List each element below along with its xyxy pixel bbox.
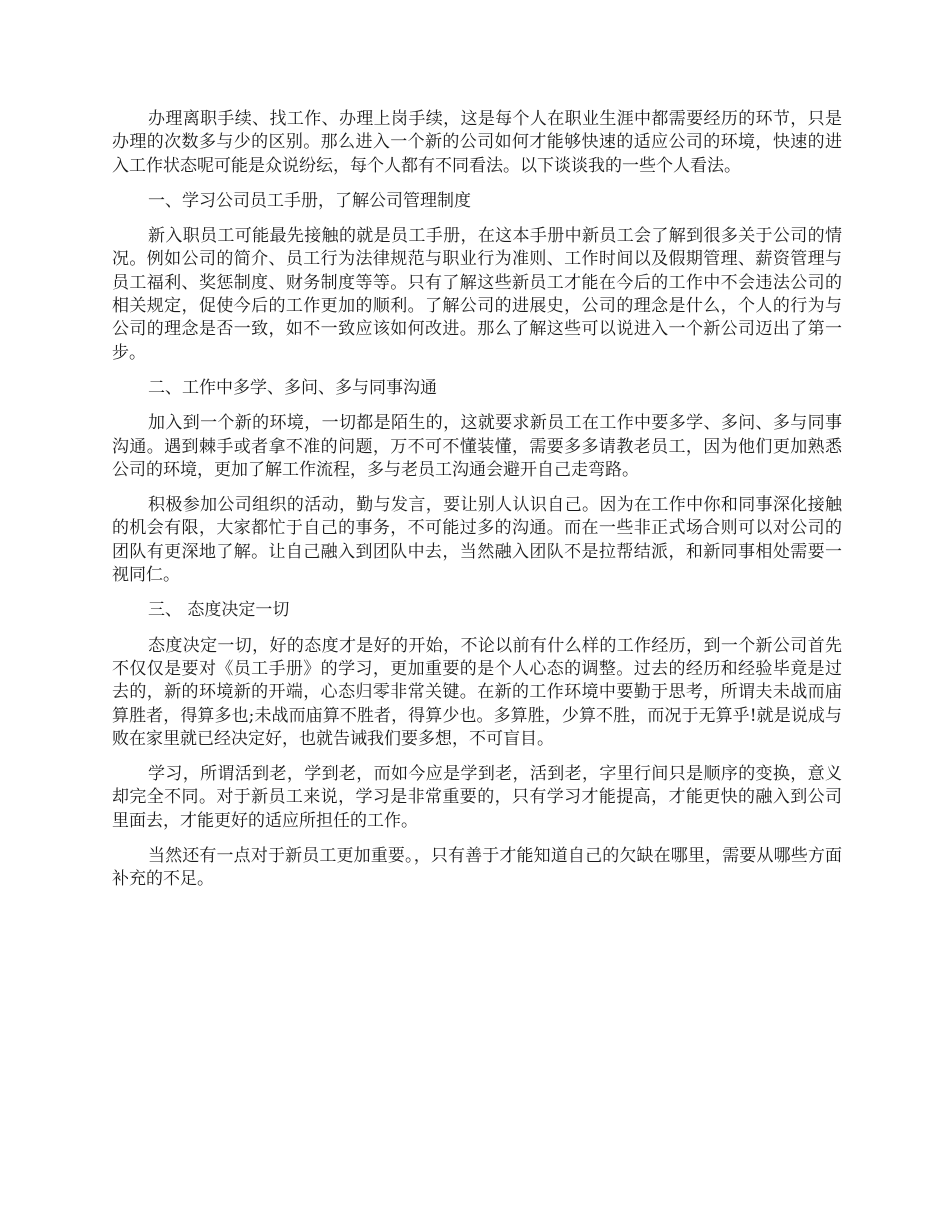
- closing-paragraph: 当然还有一点对于新员工更加重要。，只有善于才能知道自己的欠缺在哪里，需要从哪些方面补充的不足。: [112, 846, 842, 890]
- section-heading-3: 三、 态度决定一切: [148, 600, 290, 621]
- communication-paragraph: 加入到一个新的环境，一切都是陌生的，这就要求新员工在工作中要多学、多问、多与同事沟通。遇到棘手或者拿不准的问题，万不可不懂装懂，需要多多请教老员工，因为他们更加熟悉公司的环境，更加了解工作流程，多与老员工沟通会避开自己走弯路。: [112, 413, 842, 480]
- attitude-paragraph: 态度决定一切，好的态度才是好的开始，不论以前有什么样的工作经历，到一个新公司首先不仅仅是要对《员工手册》的学习，更加重要的是个人心态的调整。过去的经历和经验毕竟是过去的，新的环境新的开端，心态归零非常关键。在新的工作环境中要勤于思考，所谓夫未战而庙算胜者，得算多也;未战而庙算不胜者，得算少也。多算胜，少算不胜，而况于无算乎!就是说成与败在家里就已经决定好，也就告诫我们要多想，不可盲目。: [112, 635, 842, 749]
- learning-paragraph: 学习，所谓活到老，学到老，而如今应是学到老，活到老，字里行间只是顺序的变换，意义却完全不同。对于新员工来说，学习是非常重要的，只有学习才能提高，才能更快的融入到公司里面去，才能更好的适应所担任的工作。: [112, 764, 842, 831]
- section-heading-1: 一、学习公司员工手册，了解公司管理制度: [148, 190, 471, 211]
- document-page: [112, 108, 842, 904]
- intro-paragraph: 办理离职手续、找工作、办理上岗手续，这是每个人在职业生涯中都需要经历的环节，只是办理的次数多与少的区别。那么进入一个新的公司如何才能够快速的适应公司的环境，快速的进入工作状态呢可能是众说纷纭，每个人都有不同看法。以下谈谈我的一些个人看法。: [112, 109, 842, 176]
- activities-paragraph: 积极参加公司组织的活动，勤与发言，要让别人认识自己。因为在工作中你和同事深化接触的机会有限，大家都忙于自己的事务，不可能过多的沟通。而在一些非正式场合则可以对公司的团队有更深地了解。让自己融入到团队中去，当然融入团队不是拉帮结派，和新同事相处需要一视同仁。: [112, 495, 842, 586]
- section-heading-2: 二、工作中多学、多问、多与同事沟通: [148, 377, 437, 398]
- employee-handbook-paragraph: 新入职员工可能最先接触的就是员工手册，在这本手册中新员工会了解到很多关于公司的情况。例如公司的简介、员工行为法律规范与职业行为准则、工作时间以及假期管理、薪资管理与员工福利、奖惩制度、财务制度等等。只有了解这些新员工才能在今后的工作中不会违法公司的相关规定，促使今后的工作更加的顺利。了解公司的进展史，公司的理念是什么，个人的行为与公司的理念是否一致，如不一致应该如何改进。那么了解这些可以说进入一个新公司迈出了第一步。: [112, 226, 842, 363]
